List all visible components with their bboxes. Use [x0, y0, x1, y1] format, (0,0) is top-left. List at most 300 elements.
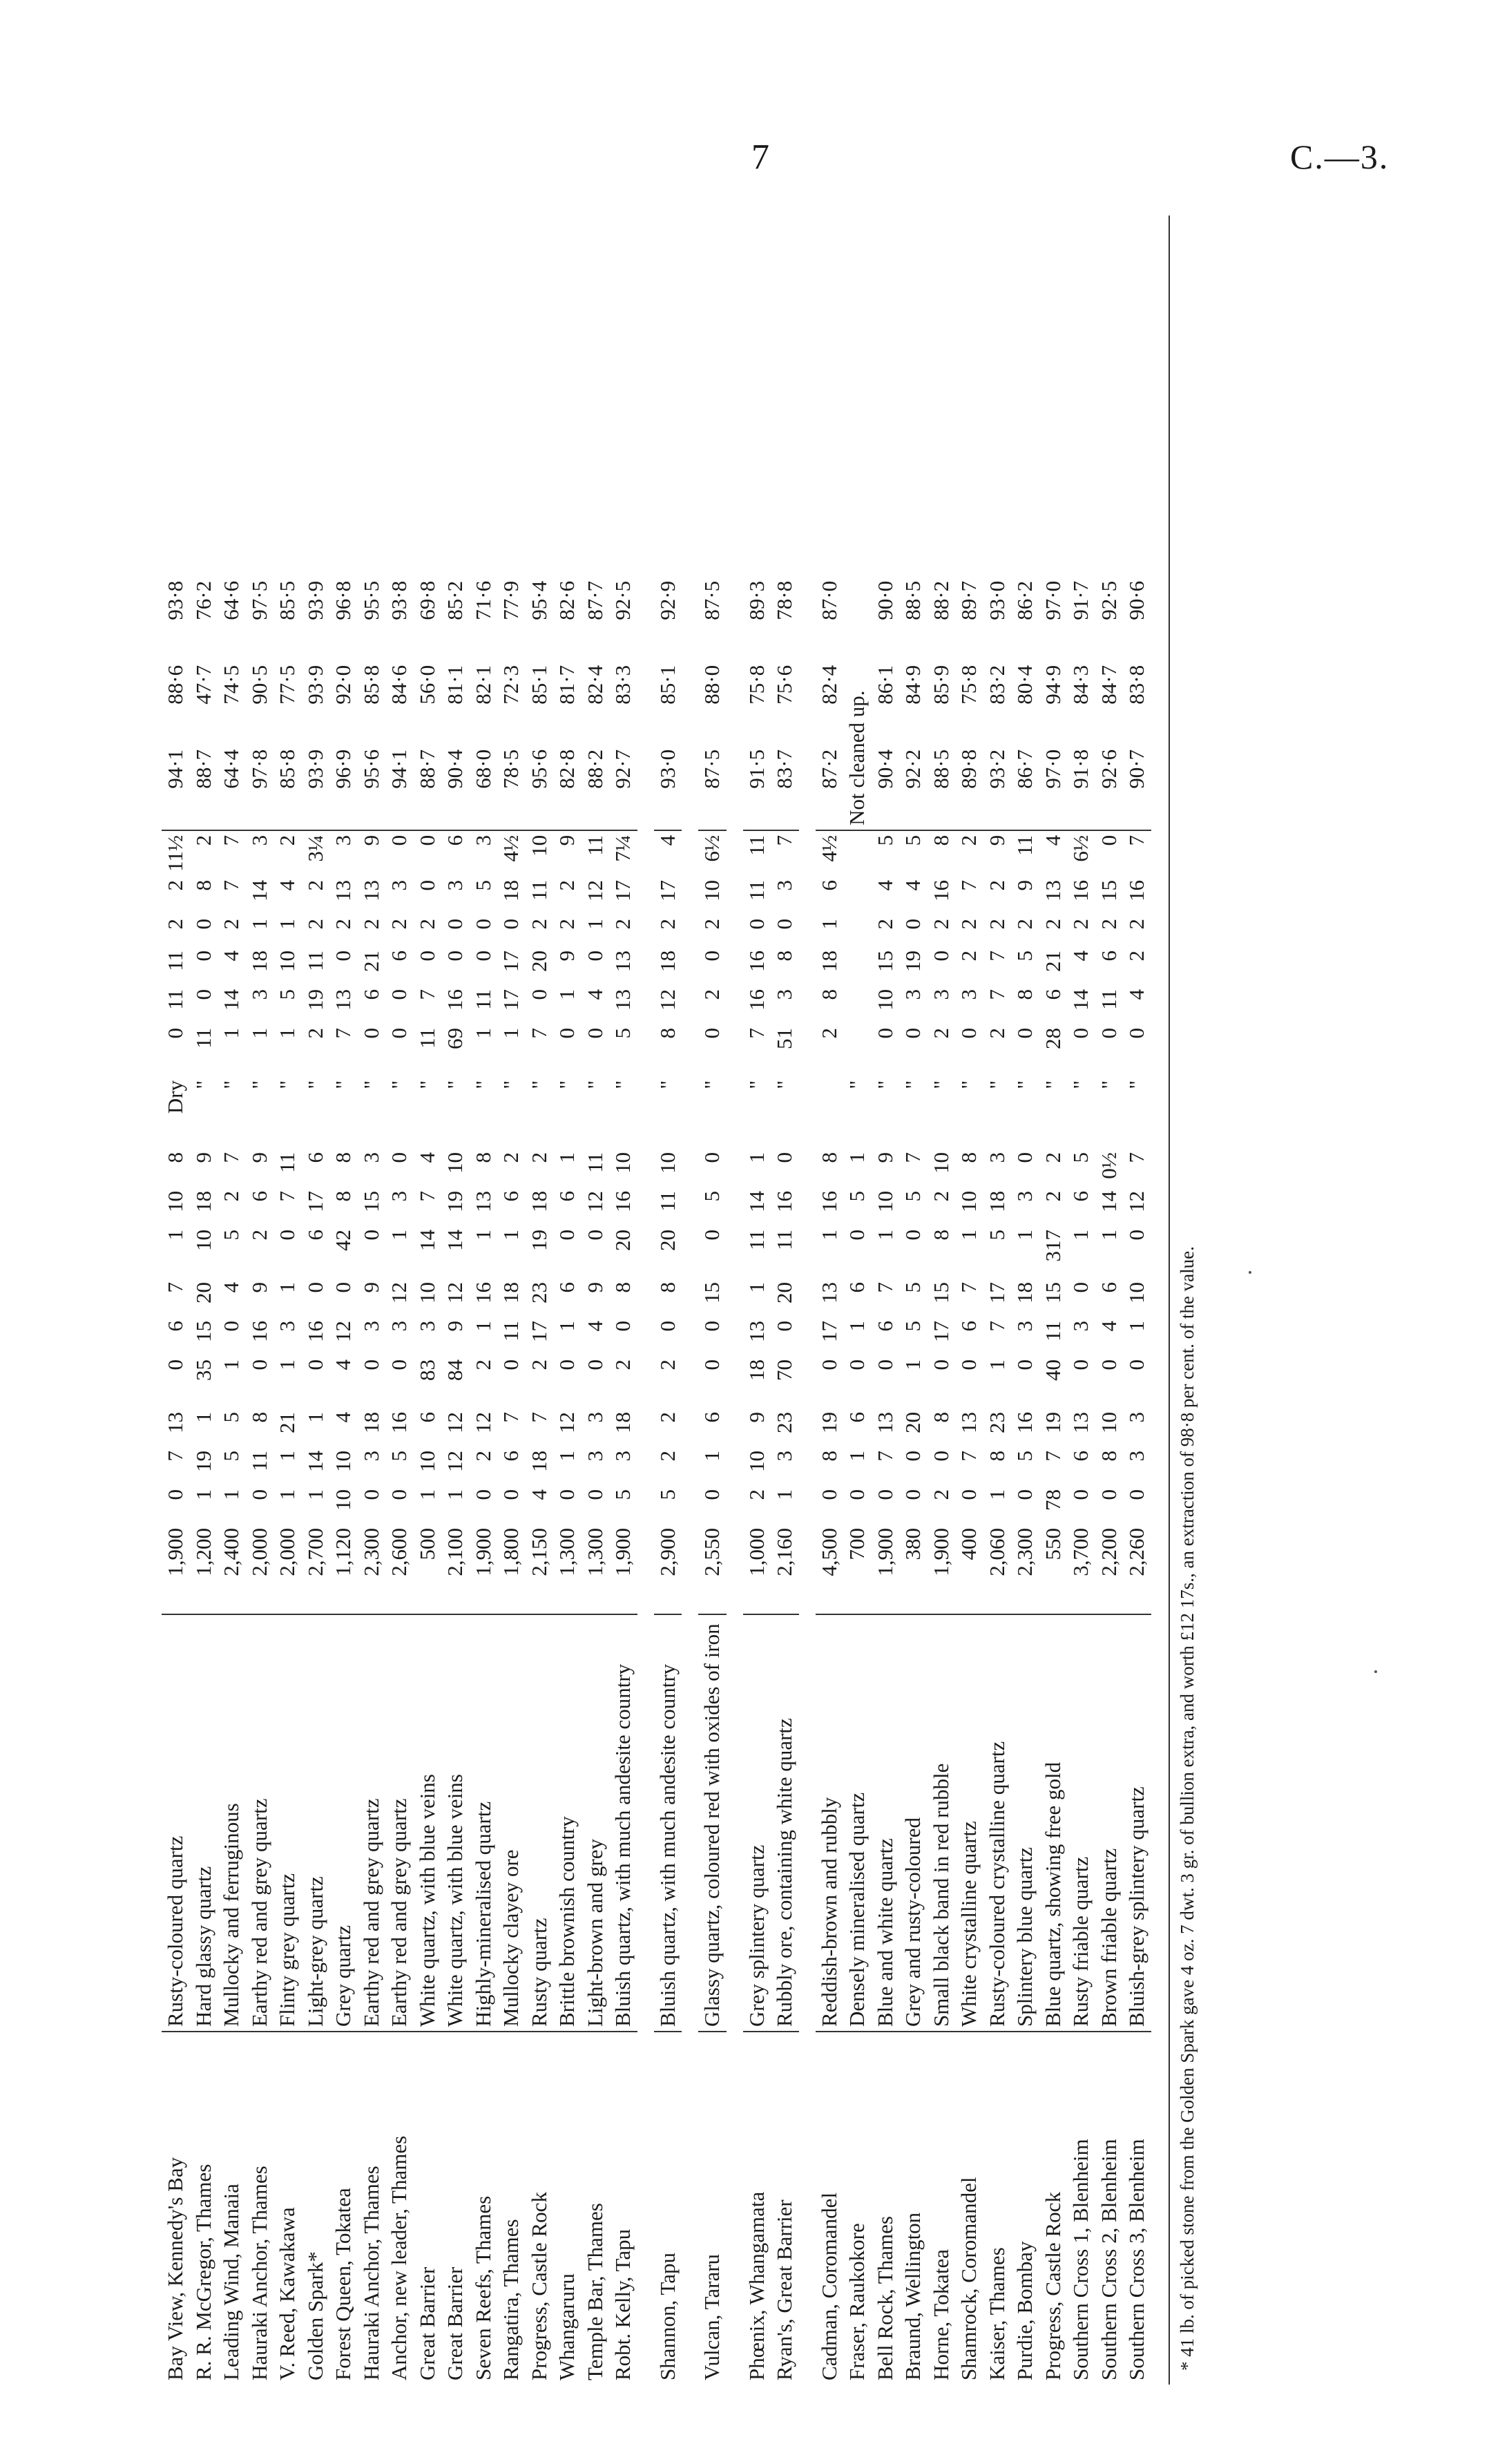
value-cell: 0 — [655, 1321, 680, 1332]
value-cell: 18 — [611, 1412, 635, 1433]
value-cell: 17 — [302, 1191, 327, 1212]
value-cell: 6 — [555, 1191, 579, 1202]
value-cell: 75·8 — [744, 665, 769, 705]
value-cell: 3 — [247, 834, 271, 846]
value-cell: 14 — [1096, 1191, 1121, 1212]
footer-rule — [1169, 216, 1170, 2385]
value-cell: 16 — [1124, 880, 1148, 901]
value-cell: 2,700 — [302, 1524, 330, 1614]
ore-description: Splintery blue quartz — [1011, 1614, 1039, 2032]
value-cell: 3 — [1124, 1451, 1148, 1462]
table-row — [470, 577, 498, 2385]
value-cell: 11 — [470, 989, 495, 1010]
value-cell: 78 — [1040, 1489, 1065, 1511]
assay-table — [162, 577, 1151, 2385]
value-cell: 8 — [611, 1282, 635, 1293]
value-cell: 12 — [655, 989, 680, 1011]
value-cell: 6 — [1096, 1282, 1121, 1293]
mine-name: R. R. McGregor, Thames — [191, 2164, 215, 2380]
ore-description: Rusty-coloured quartz — [162, 1614, 190, 2032]
value-cell: 18 — [744, 1359, 769, 1381]
mine-name: Kaiser, Thames — [984, 2247, 1009, 2380]
row-spacer — [727, 577, 743, 2385]
value-cell: 21 — [275, 1412, 299, 1433]
value-cell: 6 — [1096, 951, 1121, 962]
value-cell: 11 — [582, 1152, 607, 1173]
value-cell: 1 — [275, 1451, 299, 1462]
value-cell: 0 — [163, 1489, 187, 1500]
value-cell: 15 — [700, 1282, 724, 1303]
table-row — [654, 577, 682, 2385]
value-cell: 83·2 — [984, 665, 1009, 705]
value-cell: 0 — [1012, 1359, 1037, 1371]
value-cell: 1 — [191, 1412, 215, 1423]
value-cell: 1 — [816, 919, 841, 930]
value-cell: 6 — [700, 1412, 724, 1423]
value-cell: 42 — [331, 1230, 355, 1251]
mine-name: Progress, Castle Rock — [1040, 2192, 1065, 2380]
ore-description: Bluish quartz, with much andesite country — [654, 1614, 682, 2032]
value-cell: 6½ — [1068, 834, 1093, 862]
value-cell: 18 — [526, 1451, 551, 1472]
table-row — [385, 577, 414, 2385]
value-cell: 1 — [845, 1451, 869, 1462]
value-cell: 2 — [984, 1028, 1009, 1039]
value-cell: 10 — [331, 1451, 355, 1472]
value-cell: 0 — [700, 1359, 724, 1371]
value-cell: 88·7 — [190, 745, 218, 830]
value-cell: 3 — [470, 834, 495, 846]
value-cell: 56·0 — [414, 665, 439, 705]
table-row — [190, 577, 218, 2385]
value-cell: 7 — [984, 1321, 1009, 1332]
value-cell: 8 — [655, 1028, 680, 1039]
value-cell: 2,000 — [273, 1524, 302, 1614]
page-number: 7 — [751, 137, 769, 177]
value-cell: 0 — [302, 1359, 327, 1371]
value-cell: 77·5 — [275, 665, 299, 705]
value-cell: 90·5 — [247, 665, 271, 705]
value-cell: " — [358, 1080, 383, 1089]
value-cell: 1 — [582, 919, 607, 930]
value-cell: " — [1068, 1080, 1093, 1089]
value-cell: 2,900 — [654, 1524, 682, 1614]
value-cell: 10 — [1124, 1282, 1148, 1303]
value-cell: 9 — [358, 834, 383, 846]
value-cell: 3,700 — [1067, 1524, 1095, 1614]
mine-name: Ryan's, Great Barrier — [772, 2199, 796, 2380]
value-cell: 2 — [1012, 919, 1037, 930]
value-cell: " — [957, 1080, 981, 1089]
value-cell: 10 — [744, 1451, 769, 1472]
value-cell: 0 — [414, 951, 439, 962]
value-cell: 20 — [901, 1412, 925, 1433]
value-cell: 0 — [901, 919, 925, 930]
value-cell: 17 — [611, 880, 635, 901]
value-cell: 15 — [358, 1191, 383, 1212]
value-cell: 15 — [928, 1282, 953, 1303]
value-cell: 2 — [1124, 919, 1148, 930]
value-cell: 91·7 — [1068, 580, 1093, 620]
value-cell: 6 — [1040, 989, 1065, 1000]
value-cell: 6 — [957, 1321, 981, 1332]
mine-name: Shamrock, Coromandel — [957, 2177, 981, 2380]
value-cell: 1 — [872, 1230, 897, 1241]
table-row — [358, 577, 386, 2385]
value-cell: 20 — [772, 1282, 796, 1303]
table-row — [302, 577, 330, 2385]
value-cell: 2,150 — [526, 1524, 554, 1614]
value-cell: 35 — [191, 1359, 215, 1381]
value-cell: 8 — [331, 1191, 355, 1202]
value-cell: 9 — [443, 1321, 467, 1332]
value-cell: 84·9 — [901, 665, 925, 705]
value-cell: 0 — [700, 1321, 724, 1332]
value-cell: 19 — [443, 1191, 467, 1212]
value-cell: 6 — [387, 951, 411, 962]
value-cell: 9 — [358, 1282, 383, 1293]
value-cell: 91·5 — [743, 745, 771, 830]
value-cell: 85·8 — [358, 665, 383, 705]
ore-description: White quartz, with blue veins — [441, 1614, 470, 2032]
value-cell: 8 — [928, 1412, 953, 1423]
value-cell: 3 — [772, 880, 796, 891]
value-cell: 2 — [470, 1359, 495, 1371]
value-cell: 1 — [470, 1230, 495, 1241]
value-cell: 94·9 — [1040, 665, 1065, 705]
value-cell: 86·7 — [1011, 745, 1039, 830]
value-cell: 11 — [744, 880, 769, 901]
table-row — [246, 577, 274, 2385]
value-cell: 3 — [582, 1451, 607, 1462]
value-cell: 15 — [1096, 880, 1121, 901]
value-cell: 10 — [611, 1152, 635, 1174]
value-cell: 90·4 — [441, 745, 470, 830]
mine-name: Rangatira, Thames — [499, 2219, 523, 2380]
value-cell: 3 — [358, 1321, 383, 1332]
value-cell: 90·7 — [1123, 745, 1151, 830]
value-cell: 3 — [1012, 1191, 1037, 1202]
value-cell: 13 — [470, 1191, 495, 1212]
value-cell: 7 — [984, 951, 1009, 962]
value-cell: 40 — [1040, 1359, 1065, 1381]
value-cell: 8 — [247, 1412, 271, 1423]
value-cell: 3 — [331, 834, 355, 846]
value-cell: 2,260 — [1123, 1524, 1151, 1614]
value-cell: 2 — [928, 919, 953, 930]
value-cell: 78·5 — [497, 745, 526, 830]
value-cell: 93·0 — [654, 745, 682, 830]
mine-name: Bay View, Kennedy's Bay — [163, 2157, 187, 2380]
value-cell: 13 — [358, 880, 383, 901]
value-cell: 6 — [845, 1412, 869, 1423]
value-cell: 2,300 — [358, 1524, 386, 1614]
value-cell: 23 — [772, 1412, 796, 1433]
value-cell: 1 — [414, 1489, 439, 1500]
value-cell: " — [901, 1080, 925, 1089]
value-cell: 0 — [499, 919, 523, 930]
value-cell: 3 — [247, 989, 271, 1000]
value-cell: 12 — [582, 1191, 607, 1212]
value-cell: 0 — [1096, 1489, 1121, 1500]
value-cell: 2 — [163, 880, 187, 891]
value-cell: 5 — [901, 1191, 925, 1202]
value-cell: 19 — [901, 951, 925, 972]
value-cell: 92·5 — [611, 580, 635, 620]
value-cell: 68·0 — [470, 745, 498, 830]
value-cell: 82·4 — [816, 665, 841, 705]
value-cell: 0 — [526, 989, 551, 1000]
mine-name: Anchor, new leader, Thames — [387, 2135, 411, 2380]
value-cell: " — [1040, 1080, 1065, 1089]
value-cell: 6 — [163, 1321, 187, 1332]
value-cell: 72·3 — [499, 665, 523, 705]
mine-name: Shannon, Tapu — [655, 2253, 680, 2380]
mine-name: Vulcan, Tararu — [700, 2253, 724, 2380]
value-cell: 4 — [582, 989, 607, 1000]
ore-description: White crystalline quartz — [955, 1614, 983, 2032]
mine-name: Golden Spark* — [302, 2251, 327, 2380]
value-cell: " — [191, 1080, 215, 1089]
value-cell: 11 — [414, 1028, 439, 1049]
value-cell: 0 — [1096, 1028, 1121, 1039]
value-cell: 1 — [555, 989, 579, 1000]
value-cell: 11 — [772, 1230, 796, 1250]
value-cell: 4 — [655, 834, 680, 846]
value-cell: 11 — [744, 1230, 769, 1250]
mine-name: Bell Rock, Thames — [872, 2216, 897, 2380]
value-cell: " — [582, 1080, 607, 1089]
value-cell: 0 — [1124, 1359, 1148, 1371]
value-cell: 0 — [901, 1489, 925, 1500]
value-cell: 1 — [275, 1282, 299, 1293]
value-cell: 0 — [582, 1359, 607, 1371]
value-cell: 0 — [582, 1230, 607, 1241]
value-cell: 1 — [275, 919, 299, 930]
value-cell — [843, 985, 872, 1024]
value-cell: 10 — [655, 1152, 680, 1174]
value-cell: 0 — [1012, 1028, 1037, 1039]
value-cell: 6 — [872, 1321, 897, 1332]
value-cell: 1,300 — [582, 1524, 610, 1614]
value-cell: 7 — [499, 1412, 523, 1423]
value-cell: 2 — [655, 919, 680, 930]
ore-description: Highly-mineralised quartz — [470, 1614, 498, 2032]
value-cell: 7¼ — [611, 834, 635, 862]
value-cell: 7 — [526, 1028, 551, 1039]
value-cell: " — [387, 1080, 411, 1089]
value-cell: 7 — [1124, 1152, 1148, 1163]
mine-name: Leading Wind, Manaia — [219, 2184, 243, 2380]
value-cell: 317 — [1040, 1230, 1065, 1262]
table-row — [1039, 577, 1068, 2385]
value-cell: 3 — [414, 1321, 439, 1332]
value-cell: 11 — [526, 880, 551, 901]
value-cell: 0 — [499, 1359, 523, 1371]
value-cell: 2 — [655, 1359, 680, 1371]
value-cell: " — [275, 1080, 299, 1089]
value-cell: 16 — [302, 1321, 327, 1342]
mine-name: Hauraki Anchor, Thames — [247, 2166, 271, 2380]
value-cell: 13 — [872, 1412, 897, 1433]
table-row — [273, 577, 302, 2385]
table-row — [743, 577, 771, 2385]
mine-name: Southern Cross 1, Blenheim — [1068, 2139, 1093, 2380]
value-cell: 17 — [499, 951, 523, 972]
value-cell: 1 — [984, 1359, 1009, 1371]
value-cell: 8 — [1012, 989, 1037, 1000]
value-cell: 88·5 — [927, 745, 956, 830]
value-cell: 18 — [655, 951, 680, 972]
value-cell: 0 — [470, 919, 495, 930]
value-cell: 0 — [555, 1359, 579, 1371]
value-cell: 11 — [163, 989, 187, 1010]
mine-name: Whangaruru — [555, 2273, 579, 2380]
spacer-cell — [727, 577, 743, 2385]
value-cell: 1 — [744, 1282, 769, 1293]
value-cell: 2 — [957, 834, 981, 846]
value-cell: 16 — [247, 1321, 271, 1342]
value-cell: 5 — [1068, 1152, 1093, 1163]
mine-name: Braund, Wellington — [901, 2212, 925, 2380]
ore-description: Mullocky and ferruginous — [218, 1614, 246, 2032]
value-cell: 1,000 — [743, 1524, 771, 1614]
value-cell: 2 — [555, 880, 579, 891]
value-cell: 93·8 — [387, 580, 411, 620]
value-cell: 14 — [1068, 989, 1093, 1011]
value-cell: 97·0 — [1039, 745, 1068, 830]
table-row — [162, 577, 190, 2385]
value-cell: 2 — [526, 1359, 551, 1371]
table-row — [1011, 577, 1039, 2385]
value-cell: 15 — [872, 951, 897, 972]
value-cell: 5 — [845, 1191, 869, 1202]
value-cell: 71·6 — [470, 580, 495, 620]
value-cell: 2 — [247, 1230, 271, 1241]
value-cell: 5 — [611, 1028, 635, 1039]
value-cell: 16 — [387, 1412, 411, 1433]
value-cell: 16 — [744, 951, 769, 972]
value-cell: 11 — [1012, 834, 1037, 856]
mine-name: Temple Bar, Thames — [582, 2203, 607, 2380]
value-cell: 0 — [611, 1321, 635, 1332]
value-cell: 0 — [247, 1359, 271, 1371]
ore-description: Blue quartz, showing free gold — [1039, 1614, 1068, 2032]
value-cell: 13 — [611, 951, 635, 972]
value-cell: 0 — [957, 1489, 981, 1500]
value-cell: 7 — [163, 1451, 187, 1462]
value-cell: 2 — [1068, 919, 1093, 930]
value-cell: 3 — [443, 880, 467, 891]
value-cell: 2,160 — [771, 1524, 799, 1614]
value-cell: 5 — [700, 1191, 724, 1202]
value-cell: 0 — [555, 1489, 579, 1500]
value-cell: 96·8 — [331, 580, 355, 620]
value-cell: 0 — [470, 1489, 495, 1500]
value-cell: 2 — [331, 919, 355, 930]
table-row — [609, 577, 637, 2385]
value-cell: 17 — [499, 989, 523, 1011]
value-cell: 4 — [219, 1282, 243, 1293]
value-cell: 12 — [387, 1282, 411, 1303]
value-cell: 0 — [1096, 834, 1121, 846]
value-cell: 12 — [331, 1321, 355, 1342]
value-cell: 13 — [1040, 880, 1065, 901]
value-cell: 15 — [1040, 1282, 1065, 1303]
value-cell: 94·1 — [385, 745, 414, 830]
value-cell: 11 — [275, 1152, 299, 1173]
value-cell: 1 — [499, 1028, 523, 1039]
value-cell: 5 — [1012, 1451, 1037, 1462]
value-cell: 0 — [387, 1152, 411, 1163]
value-cell: " — [872, 1080, 897, 1089]
value-cell: 18 — [358, 1412, 383, 1433]
value-cell: 0 — [772, 1321, 796, 1332]
value-cell: 3 — [901, 989, 925, 1000]
value-cell: 0 — [470, 951, 495, 962]
value-cell: 0 — [275, 1230, 299, 1241]
value-cell: 1 — [163, 1230, 187, 1241]
value-cell: 11 — [302, 951, 327, 971]
table-row — [1123, 577, 1151, 2385]
value-cell: 0 — [901, 1451, 925, 1462]
value-cell: 6 — [1068, 1191, 1093, 1202]
value-cell: 19 — [526, 1230, 551, 1251]
value-cell: 13 — [163, 1412, 187, 1433]
value-cell: 16 — [816, 1191, 841, 1212]
value-cell: 5 — [1012, 951, 1037, 962]
value-cell: 7 — [984, 989, 1009, 1000]
value-cell: 8 — [163, 1152, 187, 1163]
value-cell: " — [611, 1080, 635, 1089]
value-cell: 0 — [163, 1359, 187, 1371]
value-cell: 3 — [387, 1321, 411, 1332]
value-cell: 2 — [499, 1152, 523, 1163]
value-cell: 12 — [470, 1412, 495, 1433]
value-cell: 14 — [219, 989, 243, 1011]
table-row — [983, 577, 1012, 2385]
value-cell: 1 — [302, 1489, 327, 1500]
value-cell: 9 — [555, 834, 579, 846]
value-cell: " — [928, 1080, 953, 1089]
value-cell: 3 — [358, 1451, 383, 1462]
value-cell: 17 — [928, 1321, 953, 1342]
table-row — [497, 577, 526, 2385]
value-cell: 9 — [247, 1282, 271, 1293]
value-cell: 16 — [772, 1191, 796, 1212]
value-cell: 92·0 — [331, 665, 355, 705]
value-cell: 92·6 — [1095, 745, 1124, 830]
value-cell: 12 — [443, 1412, 467, 1433]
ore-description: Bluish quartz, with much andesite country — [609, 1614, 637, 2032]
value-cell: 0 — [387, 1489, 411, 1500]
value-cell: 2 — [872, 919, 897, 930]
value-cell: 10 — [1096, 1412, 1121, 1433]
value-cell: 86·2 — [1012, 580, 1037, 620]
value-cell: 18 — [499, 1282, 523, 1303]
value-cell: 85·1 — [655, 665, 680, 705]
value-cell: 7 — [219, 1152, 243, 1163]
value-cell: 88·6 — [163, 665, 187, 705]
value-cell: 23 — [984, 1412, 1009, 1433]
value-cell: 85·5 — [275, 580, 299, 620]
ore-description: Rusty-coloured crystalline quartz — [983, 1614, 1012, 2032]
value-cell: 2,000 — [246, 1524, 274, 1614]
value-cell: 0 — [582, 1028, 607, 1039]
value-cell: 9 — [984, 834, 1009, 846]
value-cell: 8 — [928, 1230, 953, 1241]
value-cell: 2 — [700, 989, 724, 1000]
